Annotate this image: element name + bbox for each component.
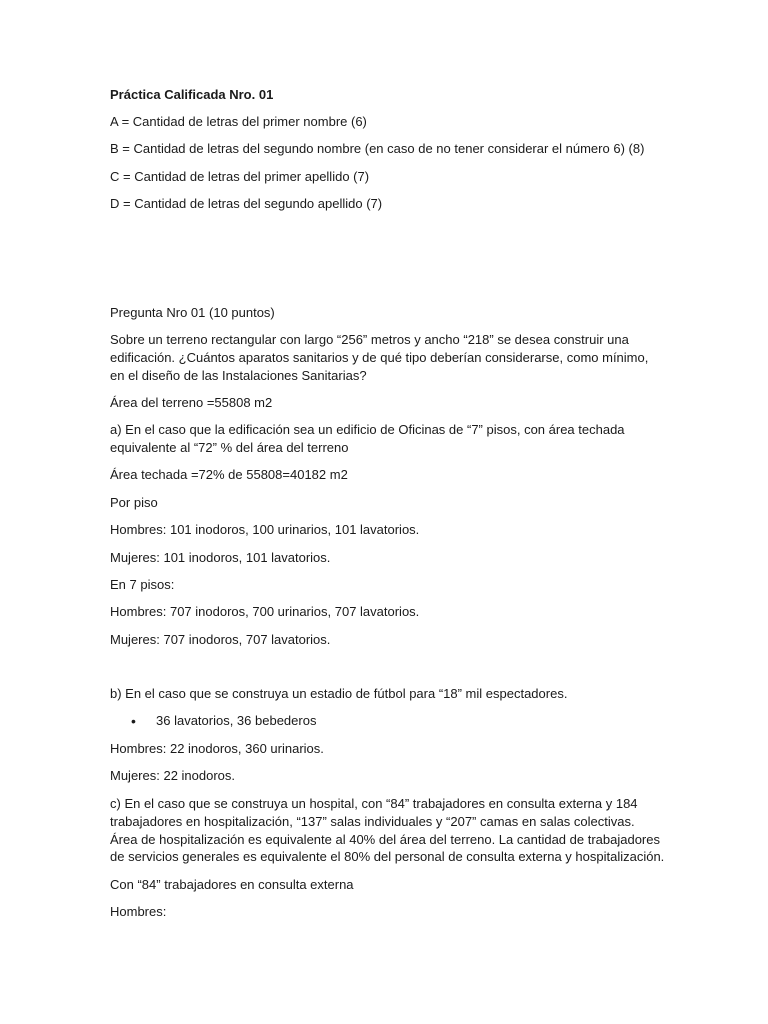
por-piso-label: Por piso (110, 495, 158, 510)
definition-a: A = Cantidad de letras del primer nombre (6) (110, 114, 367, 129)
en-pisos-label: En 7 pisos: (110, 577, 175, 592)
area-terreno: Área del terreno =55808 m2 (110, 395, 273, 410)
bullet-icon: • (131, 713, 136, 729)
part-a-statement-line: equivalente al “72” % del área del terreno (110, 440, 349, 455)
part-c-consulta: Con “84” trabajadores en consulta externa (110, 877, 354, 892)
definition-b: B = Cantidad de letras del segundo nombre (en caso de no tener considerar el número 6) (8) (110, 141, 645, 156)
question-statement-line: Sobre un terreno rectangular con largo “256” metros y ancho “218” se desea construir una (110, 332, 629, 347)
part-c-statement-line: de servicios generales es equivalente el 80% del personal de consulta externa y hospitalización. (110, 849, 665, 864)
hombres-total: Hombres: 707 inodoros, 700 urinarios, 707 lavatorios. (110, 604, 420, 619)
part-c-statement-line: trabajadores en hospitalización, “137” salas individuales y “207” camas en salas colectivas. (110, 814, 635, 829)
mujeres-total: Mujeres: 707 inodoros, 707 lavatorios. (110, 632, 331, 647)
definition-d: D = Cantidad de letras del segundo apellido (7) (110, 196, 383, 211)
document-title: Práctica Calificada Nro. 01 (110, 87, 274, 102)
area-techada: Área techada =72% de 55808=40182 m2 (110, 467, 348, 482)
question-statement-line: edificación. ¿Cuántos aparatos sanitarios y de qué tipo deberían considerarse, como mínimo, (110, 350, 649, 365)
part-b-mujeres: Mujeres: 22 inodoros. (110, 768, 236, 783)
part-a-statement-line: a) En el caso que la edificación sea un edificio de Oficinas de “7” pisos, con área techada (110, 422, 625, 437)
part-b-statement: b) En el caso que se construya un estadio de fútbol para “18” mil espectadores. (110, 686, 568, 701)
question-statement-line: en el diseño de las Instalaciones Sanitarias? (110, 368, 367, 383)
part-c-statement-line: c) En el caso que se construya un hospital, con “84” trabajadores en consulta externa y 184 (110, 796, 638, 811)
part-c-statement-line: Área de hospitalización es equivalente al 40% del área del terreno. La cantidad de trabajadores (110, 832, 660, 847)
part-c-hombres: Hombres: (110, 904, 167, 919)
hombres-por-piso: Hombres: 101 inodoros, 100 urinarios, 101 lavatorios. (110, 522, 420, 537)
definition-c: C = Cantidad de letras del primer apellido (7) (110, 169, 370, 184)
question-heading: Pregunta Nro 01 (10 puntos) (110, 305, 275, 320)
mujeres-por-piso: Mujeres: 101 inodoros, 101 lavatorios. (110, 550, 331, 565)
part-b-bullet-item: 36 lavatorios, 36 bebederos (156, 713, 317, 728)
part-b-hombres: Hombres: 22 inodoros, 360 urinarios. (110, 741, 324, 756)
